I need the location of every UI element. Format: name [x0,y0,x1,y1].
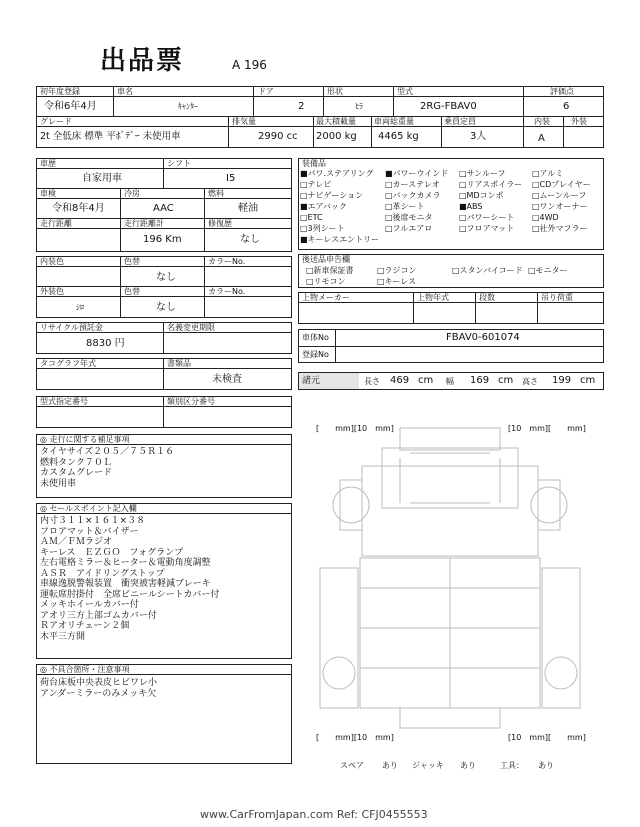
spec-label: 諸元 [302,376,321,386]
score-label: 評価点 [550,87,574,96]
int-tone-value: なし [156,272,176,283]
doors-label: ドア [258,87,274,96]
equipment-item: □MDコンポ [459,191,504,200]
sales-point-line: 運転席肘掛付 全席ビニールシートカバー付 [40,589,220,600]
equipment-item: ■エアバック [300,202,347,211]
width-unit: cm [498,375,514,386]
classno-label: 類別区分番号 [167,397,215,406]
equipment-item: □3列シート [300,224,345,233]
length-label: 長さ [364,377,380,386]
equipment-item: □テレビ [300,180,332,189]
width-value: 169 [470,375,490,386]
interior-grade: A [538,133,545,144]
sales-point-line: 車線逸脱警報装置 衝突被害軽減ブレーキ [40,579,211,589]
equipment-item: □リアスポイラー [459,180,523,189]
lot-number: A 196 [232,58,267,72]
equipment-item: □ETC [300,213,323,222]
equipment-item: □革シート [385,202,425,211]
ext-colorno-label: カラーNo. [208,287,246,296]
spare-label: スペア [340,761,364,770]
typeno-label: 型式指定番号 [40,397,88,406]
sales-point-line: 木平三方開 [40,631,86,642]
capacity-label: 乗員定員 [444,117,476,126]
equipment-item: □サンルーフ [459,169,506,178]
maker-label: 上物メーカー [302,293,350,302]
equipment-item: □ナビゲーション [300,191,364,200]
int-color-label: 内装色 [40,257,64,266]
equipment-item: □フルエアロ [385,224,433,233]
length-unit: cm [418,375,434,386]
equipment-item: □ムーンルーフ [532,191,587,200]
model-label: 型式 [397,87,413,96]
after-equipment-item: □新車保証書 [306,266,354,275]
doors-value: 2 [298,101,305,112]
score-value: 6 [563,101,570,112]
recycle-label: リサイクル預託金 [40,323,103,332]
name-label: 車名 [117,87,133,96]
documents-label: 書類品 [167,359,191,368]
tool-value: あり [538,761,554,770]
jack-label: ジャッキ [412,761,444,770]
running-note-line: カスタムグレード [40,468,113,478]
body-year-label: 上物年式 [417,293,449,302]
jack-value: あり [460,761,476,770]
ac-label: 冷房 [124,189,140,198]
equipment-item: □カーステレオ [385,180,440,189]
after-equipment-label: 後送品申告欄 [302,255,350,264]
tread-rear-right: [10 mm][ mm] [508,733,586,742]
spare-value: あり [382,761,398,770]
sales-points-label: ◎ セールスポイント記入欄 [40,504,137,513]
tread-rear-left: [ mm][10 mm] [316,733,394,742]
chassis-label: 車体No [302,333,329,342]
displacement-value: 2990 cc [258,131,298,142]
int-colorno-label: カラーNo. [208,257,246,266]
equipment-item: ■パワーウインド [385,169,449,178]
odometer-value: 196 Km [143,234,182,245]
displacement-label: 排気量 [232,117,256,126]
load-label: 最大積載量 [316,117,356,126]
grade-label: グレード [40,117,72,126]
repair-value: なし [240,234,260,245]
shift-label: シフト [167,159,191,168]
equipment-item: □バックカメラ [385,191,441,200]
height-unit: cm [580,375,596,386]
int-tone-label: 色替 [124,257,140,266]
equipment-item: □社外マフラー [532,224,588,233]
capacity-value: 3人 [470,131,487,142]
equipment-item: □フロアマット [459,224,515,233]
first-reg-value: 令和6年4月 [44,101,97,112]
page-title: 出品票 [100,46,185,76]
ext-color-label: 外装色 [40,287,64,296]
ac-value: AAC [153,203,174,214]
ext-tone-value: なし [156,302,176,313]
equipment-item: □CDプレイヤー [532,180,591,189]
inspection-value: 令和8年4月 [52,203,105,214]
width-label: 幅 [446,377,454,386]
equipment-label: 装備品 [302,159,326,168]
repair-label: 修復歴 [208,219,232,228]
equipment-item: □アルミ [532,169,564,178]
name-value: ｷｬﾝﾀｰ [178,102,198,111]
sales-point-line: メッキホイールカバー付 [40,600,139,610]
sales-point-line: 内寸３１１×１６１×３８ [40,516,146,526]
running-note-line: 燃料タンク７０Ｌ [40,457,112,468]
equipment-item: ■キーレスエントリー [300,235,380,244]
shape-label: 形状 [327,87,343,96]
documents-value: 未検査 [212,374,242,385]
equipment-item: □ワンオーナー [532,202,588,211]
equipment-item: ■ABS [459,202,483,211]
footer-watermark: www.CarFromJapan.com Ref: CFJ0455553 [200,808,428,821]
equipment-item: □後席モニタ [385,213,433,222]
interior-label: 内装 [534,117,550,126]
sales-point-line: アオリ三方上部ゴムカバー付 [40,610,157,621]
crane-label: 吊り荷重 [541,293,573,302]
shift-value: I5 [226,173,236,184]
load-value: 2000 kg [316,131,357,142]
history-value: 自家用車 [82,173,122,184]
recycle-value: 8830 円 [86,338,125,349]
sales-point-line: ＡＳＲ アイドリングストップ [40,568,165,579]
sales-point-line: キーレス ＥＺＧＯ フォグランプ [40,547,184,558]
exterior-label: 外装 [571,117,587,126]
sales-point-line: Ｒアオリチェーン２個 [40,621,130,631]
history-label: 車歴 [40,159,56,168]
running-notes-label: ◎ 走行に関する補足事項 [40,435,130,444]
ext-color-value: ｼﾛ [76,303,84,312]
height-value: 199 [552,375,572,386]
weight-label: 車両総重量 [374,117,414,126]
after-equipment-item: □キーレス [377,277,417,286]
defect-line: アンダーミラーのみメッキ欠 [40,688,157,699]
defects-label: ◎ 不具合箇所・注意事項 [40,665,130,674]
shape-value: ﾋﾗ [355,102,363,111]
inspection-label: 車検 [40,189,56,198]
sales-point-line: ＡＭ／ＦＭラジオ [40,537,113,547]
registration-label: 登録No [302,350,329,359]
grade-value: 2t 全低床 標準 平ﾎﾞﾃﾞｰ 未使用車 [40,131,181,142]
steps-label: 段数 [479,293,495,302]
ext-tone-label: 色替 [124,287,140,296]
after-equipment-item: □モニター [528,266,568,275]
after-equipment-item: □スタンバイコード [452,266,523,275]
model-value: 2RG-FBAV0 [420,101,477,112]
running-note-line: 未使用車 [40,478,77,489]
equipment-item: □パワーシート [459,213,515,222]
equipment-item: □4WD [532,213,559,222]
tool-label: 工具： [500,761,524,770]
length-value: 469 [390,375,410,386]
sales-point-line: フロアマット＆バイザー [40,526,139,537]
weight-value: 4465 kg [378,131,419,142]
odometer-label: 走行距離計 [124,219,164,228]
first-reg-label: 初年度登録 [40,87,80,96]
defect-line: 荷台床板中央表皮ヒビワレ小 [40,678,158,688]
running-note-line: タイヤサイズ２０５／７５Ｒ１６ [40,447,175,457]
chassis-value: FBAV0-601074 [446,332,520,343]
after-equipment-item: □ラジコン [377,266,417,275]
truck-diagram [300,418,600,738]
fuel-value: 軽油 [238,203,258,214]
tread-front-right: [10 mm][ mm] [508,424,586,433]
sales-point-line: 左右電格ミラー＆ヒーター＆電動角度調整 [40,558,211,568]
mileage-label: 走行距離 [40,219,72,228]
after-equipment-item: □リモコン [306,277,346,286]
namechange-label: 名義変更期限 [167,323,215,332]
height-label: 高さ [522,377,538,386]
equipment-item: ■パワ.ステアリング [300,169,374,178]
tacho-label: タコグラフ年式 [40,359,96,368]
fuel-label: 燃料 [208,189,224,198]
tread-front-left: [ mm][10 mm] [316,424,394,433]
